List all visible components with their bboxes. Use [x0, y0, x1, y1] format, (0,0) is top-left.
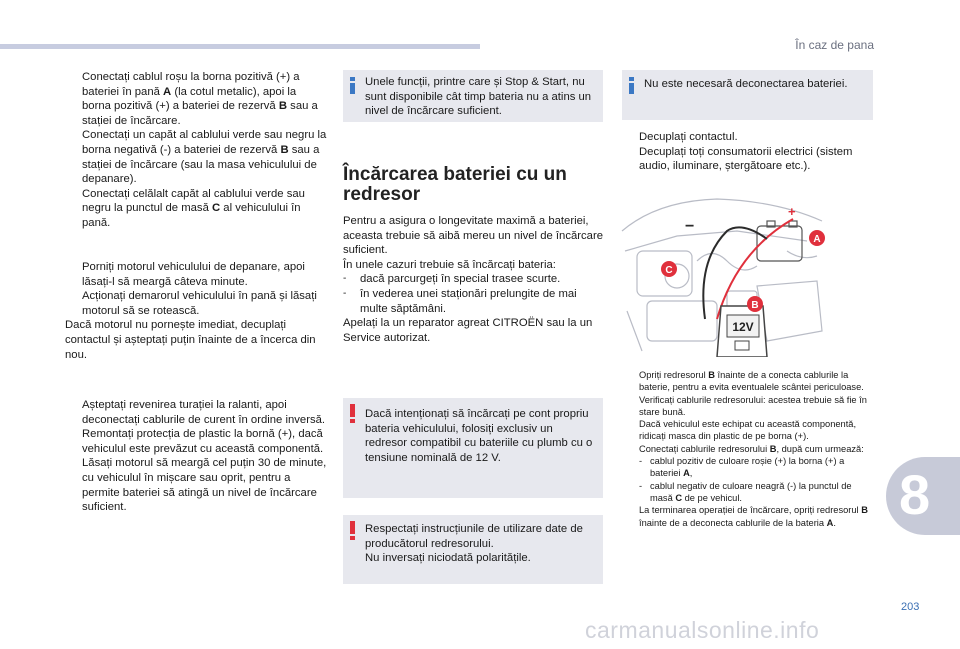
header-bar	[0, 44, 480, 49]
prep-steps	[622, 130, 878, 174]
outro-paragraph: Apelați la un reparator agreat CITROËN sau la un Service autorizat.	[343, 317, 593, 344]
charger-b	[717, 306, 767, 357]
step-item: Așteptați revenirea turației la ralanti, apoi deconectați cablurile de curent în ordine inversă.	[82, 399, 326, 426]
cases-intro: În unele cazuri trebuie să încărcați bateria:	[343, 258, 556, 271]
step-item: Decuplați toți consumatorii electrici (sistem audio, iluminare, ștergătoare etc.).	[639, 145, 853, 173]
warning-box-charger: Dacă intenționați să încărcați pe cont propriu bateria vehiculului, folosiți exclusiv un redresor compatibil cu bateriile cu plumb cu o tensiune nominală de 12 V.	[343, 398, 603, 498]
engine-bay-illustration	[617, 191, 826, 357]
warning-icon	[350, 521, 355, 541]
svg-text:A: A	[813, 234, 821, 245]
instruction-item: Dacă vehiculul este echipat cu această componentă, ridicați masca din plastic de pe borna (+).	[639, 419, 857, 442]
info-icon	[350, 77, 355, 94]
step-item: Porniți motorul vehiculului de depanare, apoi lăsați-l să meargă câteva minute.	[82, 261, 305, 288]
case-item: - dacă parcurgeți în special trasee scurte.	[343, 273, 561, 286]
step-item: Remontați protecția de plastic la bornă (+), dacă vehiculul este prevăzut cu această componentă.	[82, 428, 324, 455]
steps-group-2	[65, 260, 327, 362]
callout-a	[809, 230, 825, 246]
step-item: Conectați cablul roșu la borna pozitivă (+) a bateriei în pană A (la cotul metalic), apoi la borna pozitivă (+) a bateriei de rezervă B sau a stației de încărcare.	[82, 71, 318, 127]
section-heading: Încărcarea bateriei cu un redresor	[343, 164, 567, 205]
info-box-no-disconnect: Nu este necesară deconectarea bateriei.	[622, 70, 873, 120]
step-item: Lăsați motorul să meargă cel puțin 30 de minute, cu vehiculul în mișcare sau oprit, pentru a permite bateriei să atingă un nivel de încărcare suficient.	[82, 457, 327, 514]
instruction-subitem: - cablul pozitiv de culoare roșie (+) la borna (+) a bateriei A,	[639, 456, 845, 479]
intro-paragraph: Pentru a asigura o longevitate maximă a bateriei, aceasta trebuie să aibă mereu un nivel de încărcare suficient.	[343, 215, 603, 257]
callout-b	[747, 296, 763, 312]
instruction-item: Verificați cablurile redresorului: acestea trebuie să fie în stare bună.	[639, 394, 867, 417]
instruction-subitem: - cablul negativ de culoare neagră (-) la punctul de masă C de pe vehicul.	[639, 480, 852, 503]
info-box-stop-start: Unele funcții, printre care și Stop & Start, nu sunt disponibile cât timp bateria nu a atins un nivel de încărcare suficient.	[343, 70, 603, 122]
step-item: Decuplați contactul.	[639, 131, 738, 143]
instruction-item: La terminarea operației de încărcare, opriți redresorul B înainte de a deconecta cablurile de la bateria A.	[639, 505, 868, 528]
voltage-label: 12V	[732, 320, 754, 334]
chapter-number: 8	[899, 463, 931, 526]
svg-text:C: C	[665, 265, 673, 276]
plus-sign: +	[788, 204, 796, 219]
callout-c	[661, 261, 677, 277]
page-number: 203	[901, 601, 920, 613]
instruction-item: Opriți redresorul B înainte de a conecta cablurile la baterie, pentru a evita eventualele scântei periculoase.	[639, 370, 864, 393]
instruction-item: Conectați cablurile redresorului B, după cum urmează:	[639, 443, 864, 454]
svg-text:B: B	[751, 300, 759, 311]
step-item: Conectați celălalt capăt al cablului verde sau negru la punctul de masă C al vehiculului în pană.	[82, 187, 305, 229]
retry-note: Dacă motorul nu pornește imediat, decuplați contactul și așteptați puțin înainte de a încerca din nou.	[65, 319, 316, 361]
warning-icon	[350, 404, 355, 424]
case-item: - în vederea unei staționări prelungite de mai multe săptămâni.	[343, 287, 577, 315]
step-item: Conectați un capăt al cablului verde sau negru la borna negativă (-) a bateriei de rezervă B sau a stației de încărcare (sau la masa vehiculului de depanare).	[82, 129, 327, 186]
steps-group-3	[65, 398, 327, 515]
steps-group-1	[65, 70, 327, 231]
charger-instructions	[622, 369, 874, 529]
info-icon	[629, 77, 634, 94]
charging-text	[343, 214, 603, 345]
warning-box-polarity: Respectați instrucțiunile de utilizare date de producătorul redresorului. Nu inversați niciodată polaritățile.	[343, 515, 603, 584]
step-item: Acționați demarorul vehiculului în pană și lăsați motorul să se rotească.	[82, 290, 317, 317]
section-title: În caz de pana	[795, 38, 874, 52]
watermark: carmanualsonline.info	[585, 617, 820, 643]
minus-sign: −	[685, 218, 695, 235]
